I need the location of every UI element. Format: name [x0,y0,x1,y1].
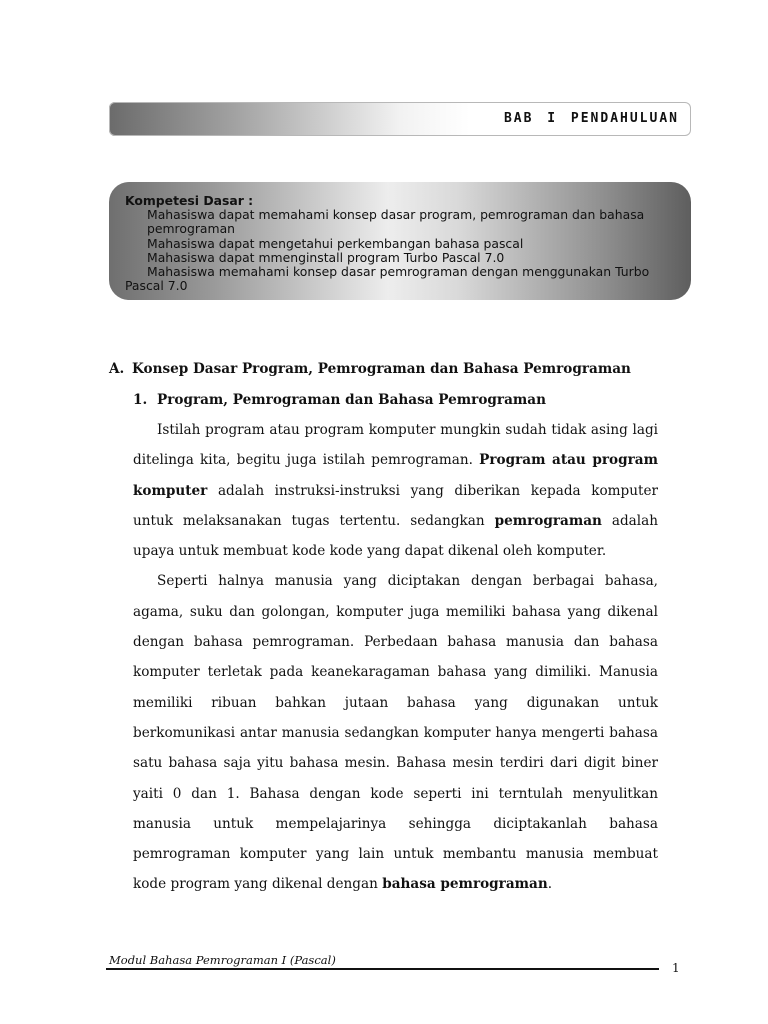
footer-divider [106,968,659,970]
paragraph-1: Istilah program atau program komputer mungkin sudah tidak asing lagi ditelinga kita, begitu juga istilah pemrograman. Program atau program komputer adalah instruksi-instruksi yang diberikan kepada komputer untuk melaksanakan tugas tertentu. sedangkan pemrograman adalah upaya untuk membuat kode kode yang dapat dikenal oleh komputer. [133,422,658,560]
kompetensi-item: pemrograman [147,221,236,237]
kompetensi-item: Mahasiswa memahami konsep dasar pemrograman dengan menggunakan Turbo [147,264,650,280]
subsection-title: Program, Pemrograman dan Bahasa Pemrograman [157,392,546,408]
kompetensi-item: Mahasiswa dapat mengetahui perkembangan bahasa pascal [147,235,524,251]
subsection-number: 1. [133,392,148,408]
footer-module-title: Modul Bahasa Pemrograman I (Pascal) [109,953,336,967]
paragraph-2: Seperti halnya manusia yang diciptakan dengan berbagai bahasa, agama, suku dan golongan, komputer juga memiliki bahasa yang dikenal dengan bahasa pemrograman. Perbedaan bahasa manusia dan bahasa komputer terletak pada keanekaragaman bahasa yang dimiliki. Manusia memiliki ribuan bahkan jutaan bahasa yang digunakan untuk berkomunikasi antar manusia sedangkan komputer hanya mengerti bahasa satu bahasa saja yitu bahasa mesin. Bahasa mesin terdiri dari digit biner yaiti 0 dan 1. Bahasa dengan kode seperti ini terntulah menyulitkan manusia untuk mempelajarinya sehingga diciptakanlah bahasa pemrograman komputer yang lain untuk membantu manusia membuat kode program yang dikenal dengan bahasa pemrograman. [133,573,658,893]
kompetensi-dasar-box [109,182,691,300]
kompetensi-item: Mahasiswa dapat memahami konsep dasar program, pemrograman dan bahasa [147,207,645,223]
body-text [133,415,658,900]
kompetensi-item-continuation: Pascal 7.0 [125,278,188,294]
page-number: 1 [672,961,680,975]
subsection-1-heading [133,392,546,408]
kompetensi-item: Mahasiswa dapat mmenginstall program Turbo Pascal 7.0 [147,249,505,265]
chapter-title: BAB I PENDAHULUAN [503,111,679,126]
section-number: A. [109,361,125,377]
kompetensi-title: Kompetesi Dasar : [125,193,254,208]
section-a-heading [109,361,631,377]
section-title: Konsep Dasar Program, Pemrograman dan Bahasa Pemrograman [132,361,631,377]
chapter-header-bar [109,102,691,136]
